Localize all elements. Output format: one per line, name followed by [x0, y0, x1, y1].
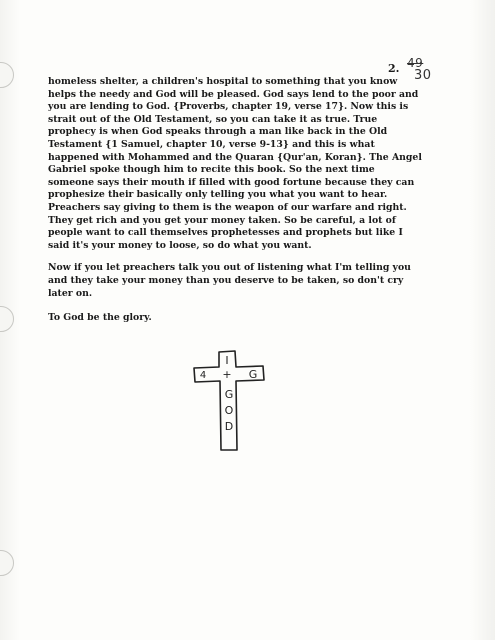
cross-bottom-letter: D [224, 420, 234, 433]
handwritten-page-number-crossed: 49 [407, 56, 424, 70]
paragraph: Now if you let preachers talk you out of listening what I'm telling you and they take your money than you deserve to be taken, so don't cry later on. [48, 262, 411, 299]
handwritten-page-number: 30 [414, 68, 432, 83]
paragraph: homeless shelter, a children's hospital to something that you know helps the needy and God will be pleased. God says lend to the poor and you are lending to God. {Proverbs, chapter 19, verse 17}. Now this is strait out of the Old Testament, so you can take it as true. True prophecy is when God speaks through a man like back in the Old Testament {1 Samuel, chapter 10, verse 9-13} and this is what happened with Mohammed and the Quaran {Qur'an, Koran}. The Angel Gabriel spoke though him to recite this book. So the next time someone says their mouth if filled with good fortune because they can prophesize their basically only telling you what you want to hear. Preachers say giving to them is the weapon of our warfare and right. They get rich and you get your money taken. So be careful, a lot of people want to call themselves prophetesses and prophets but like I said it's your money to loose, so do what you want. [48, 76, 422, 251]
closing-line: To God be the glory. [48, 312, 152, 324]
cross-bottom-letter: O [224, 404, 234, 417]
cross-center-mark: + [222, 368, 232, 381]
cross-bottom-letter: G [224, 388, 234, 401]
cross-right-letter: G [248, 368, 258, 381]
document-body [48, 76, 422, 335]
cross-top-letter: I [225, 354, 229, 367]
cross-left-letter: 4 [199, 370, 207, 381]
hand-drawn-cross [189, 346, 279, 456]
page-number: 2. [388, 62, 400, 75]
